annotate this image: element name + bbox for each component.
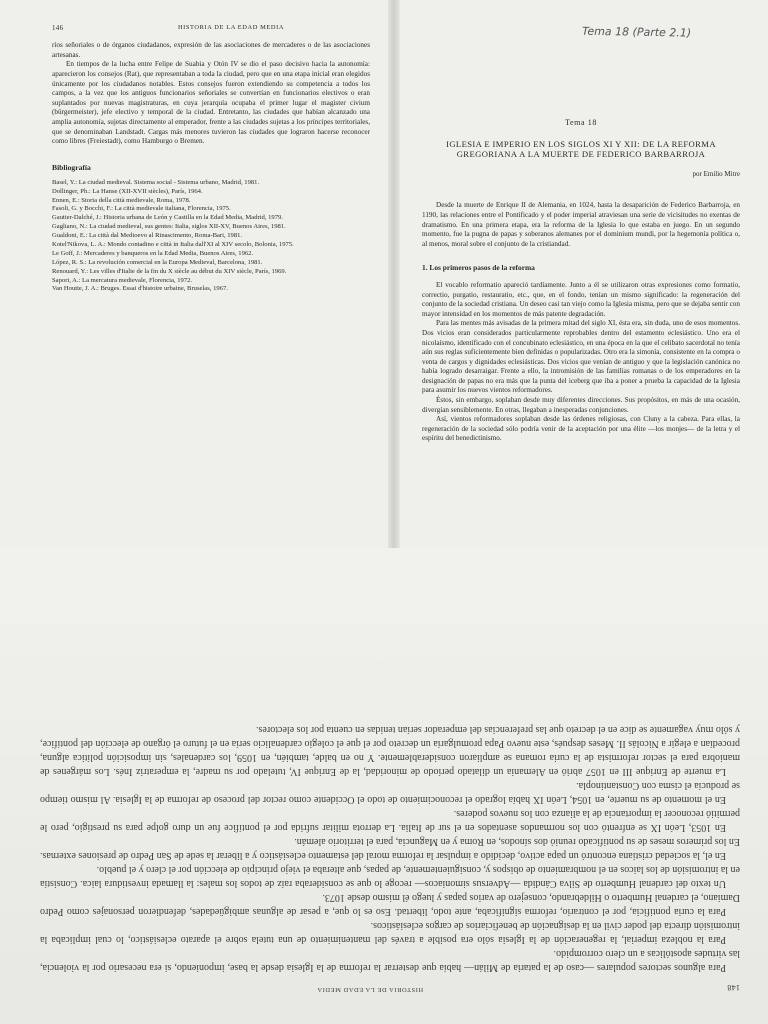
bibliography-entry: Basel, Y.: La ciudad medieval. Sistema social - Sistema urbano, Madrid, 1981.	[52, 178, 260, 186]
bibliography-entry: Gualdoni, E.: La città dal Medioevo al Rinascimento, Roma-Bari, 1981.	[52, 232, 243, 240]
bibliography-entry: Sapori, A.: La mercatura medievale, Florencia, 1972.	[52, 276, 193, 284]
book-gutter	[388, 0, 400, 550]
bottom-paragraph: Para algunos sectores populares —caso de la pataria de Milán— había que desterrar la reforma de la Iglesia desde la base, imponiendo, si era necesario por la violencia, las virtudes apostólicas a un clero corrompido.	[40, 947, 740, 973]
bibliography-list	[52, 179, 370, 295]
bibliography-entry: Gautier-Dalché, J.: Historia urbana de León y Castilla en la Edad Media, Madrid, 1979.	[52, 214, 283, 222]
bottom-paragraph: La muerte de Enrique III en 1057 abrió en Alemania un dilatado período de minoridad, la de Enrique IV, tutelado por su madre, la emperatriz Inés. Los márgenes de maniobra para el sector reformista de la curia romana se ampliaron considerablemente. Y no en balde, también, en 1059, los cardenales, sin imposición política alguna, procedían a elegir a Nicolás II. Meses después, este nuevo Papa promulgaría un decreto por el que el colegio cardenalicio sería en el futuro el órgano de elección del pontífice, y sólo muy vagamente se dice en el decreto que las preferencias del emperador serían tenidas en cuenta por los electores.	[40, 723, 740, 777]
right-paragraph: Así, vientos reformadores soplaban desde las órdenes religiosas, con Cluny a la cabeza. Para ellas, la regeneración de la sociedad sólo podría venir de la aceptación por una élite —los monjes— de la letra y el espíritu del benedictinismo.	[422, 415, 740, 443]
right-paragraph: Para las mentes más avisadas de la primera mitad del siglo XI, ésta era, sin duda, uno de esos momentos. Dos vicios eran considerados particularmente reprobables dentro del estamento eclesiástico. Uno era el nicolaísmo, identificado con el concubinato eclesiástico, en una época en la que el celibato sacerdotal no tenía aún sus reglas suficientemente bien definidas o popularizadas. Otro era la simonía, consistente en la compra o venta de cargos y dignidades eclesiásticas. Dos vicios que venían de antiguo y que la legislación canónica no había logrado desarraigar. Frente a ello, la intromisión de las familias romanas o de los emperadores en la designación de papas no era más que la punta del iceberg que iba a poner a prueba la capacidad de la Iglesia para asumir los nuevos vientos reformadores.	[422, 319, 740, 395]
bottom-paragraph: En el, la sociedad cristiana encontró un papa activo, decidido a impulsar la reforma moral del estamento eclesiástico y a liberar la sede de San Pedro de presiones externas. En los primeros meses de su pontificado reunió dos sínodos, en Roma y en Maguncia, para el territorio alemán.	[40, 835, 740, 861]
bottom-paragraph: En 1053, León IX se enfrentó con los normandos asentados en el sur de Italia. La derrota militar sufrida por el pontífice fue un duro golpe para su prestigio, pero le permitió reconocer la importancia de la alianza con los nuevos poderes.	[40, 807, 740, 833]
bibliography-entry: Renouard, Y.: Les villes d'Italie de la fin du X siècle au début du XIV siècle, París, 1969.	[52, 267, 287, 275]
left-paragraph: ríos señoriales o de órganos ciudadanos, expresión de las asociaciones de mercaderes o de las asociaciones artesanas.	[52, 41, 370, 59]
left-running-title: HISTORIA DE LA EDAD MEDIA	[177, 24, 285, 31]
chapter-number: Tema 18	[565, 118, 597, 127]
handwritten-note: Tema 18 (Parte 2.1)	[581, 24, 692, 40]
bottom-running-title: HISTORIA DE LA EDAD MEDIA	[316, 986, 424, 993]
bibliography-entry: Gagliano, N.: La ciudad medieval, sus gentes: Italia, siglos XII-XV, Buenos Aires, 1981.	[52, 223, 286, 231]
section-heading: 1. Los primeros pasos de la reforma	[422, 263, 535, 273]
bottom-paragraph: Para la curia pontificia, por el contrario, reforma significaba, ante todo, libertad. Eso es lo que, a pesar de algunas ambigüedades, defendieron personajes como Pedro Damiano, el cardenal Humberto o Hildebrando, consejero de varios papas y luego él mismo desde 1073.	[40, 891, 740, 917]
rotated-page-content	[40, 583, 740, 993]
left-running-header	[52, 24, 370, 33]
bibliography-entry: Fasoli, G. y Bocchi, F.: La città medievale italiana, Florencia, 1975.	[52, 205, 231, 213]
upside-down-page	[0, 548, 768, 1024]
right-page	[422, 24, 740, 539]
chapter-author: por Emilio Mitre	[692, 170, 740, 179]
bibliography-entry: Van Houtte, J. A.: Bruges. Essai d'histoire urbaine, Bruselas, 1967.	[52, 285, 228, 293]
left-paragraph: En tiempos de la lucha entre Felipe de Suabia y Otón IV se dio el paso decisivo hacia la autonomía: aparecieron los consejos (Rat), que representaban a toda la ciudad, pero que en una etapa inicial eran elegidos únicamente por los ciudadanos notables. Estos consejos fueron extendiendo su competencia a todos los campos, a la vez que los antiguos funcionarios señoriales se convertían en funcionarios electivos o eran suplantados por nuevas magistraturas, en cuya jerarquía ocupaba el primer lugar el magister civium (bürgermeister), jefe electivo y temporal de la ciudad. Entretanto, las ciudades que habían alcanzado una amplia autonomía, sujetas directamente al emperador, frente a las ciudades sujetas a los príncipes territoriales, que se denominaban Landstadt. Cargas más menores tuvieron las ciudades que lograron hacerse reconocer como libres (Freiestadt), como Hamburgo o Bremen.	[52, 60, 370, 146]
bottom-paragraph: Para la nobleza imperial, la regeneración de la Iglesia sólo era posible a través del mantenimiento de una tutela sobre el aparato eclesiástico, lo cual implicaba la intromisión directa del poder civil en la designación de beneficiarios de cargos eclesiásticos.	[40, 919, 740, 945]
bottom-page-number: 148	[727, 983, 740, 992]
bibliography-heading: Bibliografía	[52, 162, 91, 172]
bottom-paragraph: Un texto del cardenal Humberto de Silva Cándida —Adversus simoniacos— recoge lo que se consideraba raíz de todos los males: la llamada investidura laica. Consistía en la intromisión de los laicos en el nombramiento de obispos y, consiguientemente, de papas, que alteraba el viejo principio de elección por el clero y el pueblo.	[40, 863, 740, 889]
bottom-paragraph: En el momento de su muerte, en 1054, León IX había logrado el reconocimiento de todo el Occidente como rector del proceso de reforma de la Iglesia. Al mismo tiempo se producía el cisma con Constantinopla.	[40, 779, 740, 805]
right-paragraph: El vocablo reformatio apareció tardíamente. Junto a él se utilizaron otras expresiones como formatio, correctio, purgatio, restauratio, etc., que, en el fondo, tenían un mismo significado: la regeneración del conjunto de la sociedad cristiana. Un deseo casi tan viejo como la Iglesia misma, pero que se dejaba sentir con mayor intensidad en los momentos de más patente degradación.	[422, 281, 740, 318]
right-paragraph: Éstos, sin embargo, soplaban desde muy diferentes direcciones. Sus propósitos, en más de una ocasión, divergían sensiblemente. En otras, llegaban a inesperadas conjunciones.	[422, 396, 740, 414]
bottom-running-header	[40, 982, 740, 993]
bibliography-entry: López, R. S.: La revolución comercial en la Europa Medieval, Barcelona, 1981.	[52, 258, 263, 266]
bibliography-entry: Dollinger, Ph.: La Hanse (XII-XVII siècles), París, 1964.	[52, 187, 203, 195]
bibliography-entry: Ennen, E.: Storia della città medievale, Roma, 1978.	[52, 196, 191, 204]
bibliography-entry: Le Goff, J.: Mercaderes y banqueros en la Edad Media, Buenos Aires, 1962.	[52, 249, 254, 257]
chapter-title: IGLESIA E IMPERIO EN LOS SIGLOS XI Y XII: DE LA REFORMA GREGORIANA A LA MUERTE DE FEDERICO BARBARROJA	[446, 138, 716, 160]
intro-paragraph: Desde la muerte de Enrique II de Alemania, en 1024, hasta la desaparición de Federico Barbarroja, en 1190, las relaciones entre el Pontificado y el poder imperial atraviesan una serie de vicisitudes no exentas de dramatismo. En una primera etapa, era la reforma de la Iglesia lo que estaba en juego. En un segundo momento, fue la pugna de papas y soberanos alemanes por el dominium mundi, por la hegemonía política o, al menos, moral sobre el conjunto de la cristiandad.	[422, 201, 740, 248]
left-page	[52, 24, 370, 539]
left-page-number: 146	[52, 24, 64, 32]
bibliography-entry: Kotel'Nikova, L. A.: Mondo contadino e città in Italia dall'XI al XIV secolo, Bolonia, 1975.	[52, 240, 294, 248]
